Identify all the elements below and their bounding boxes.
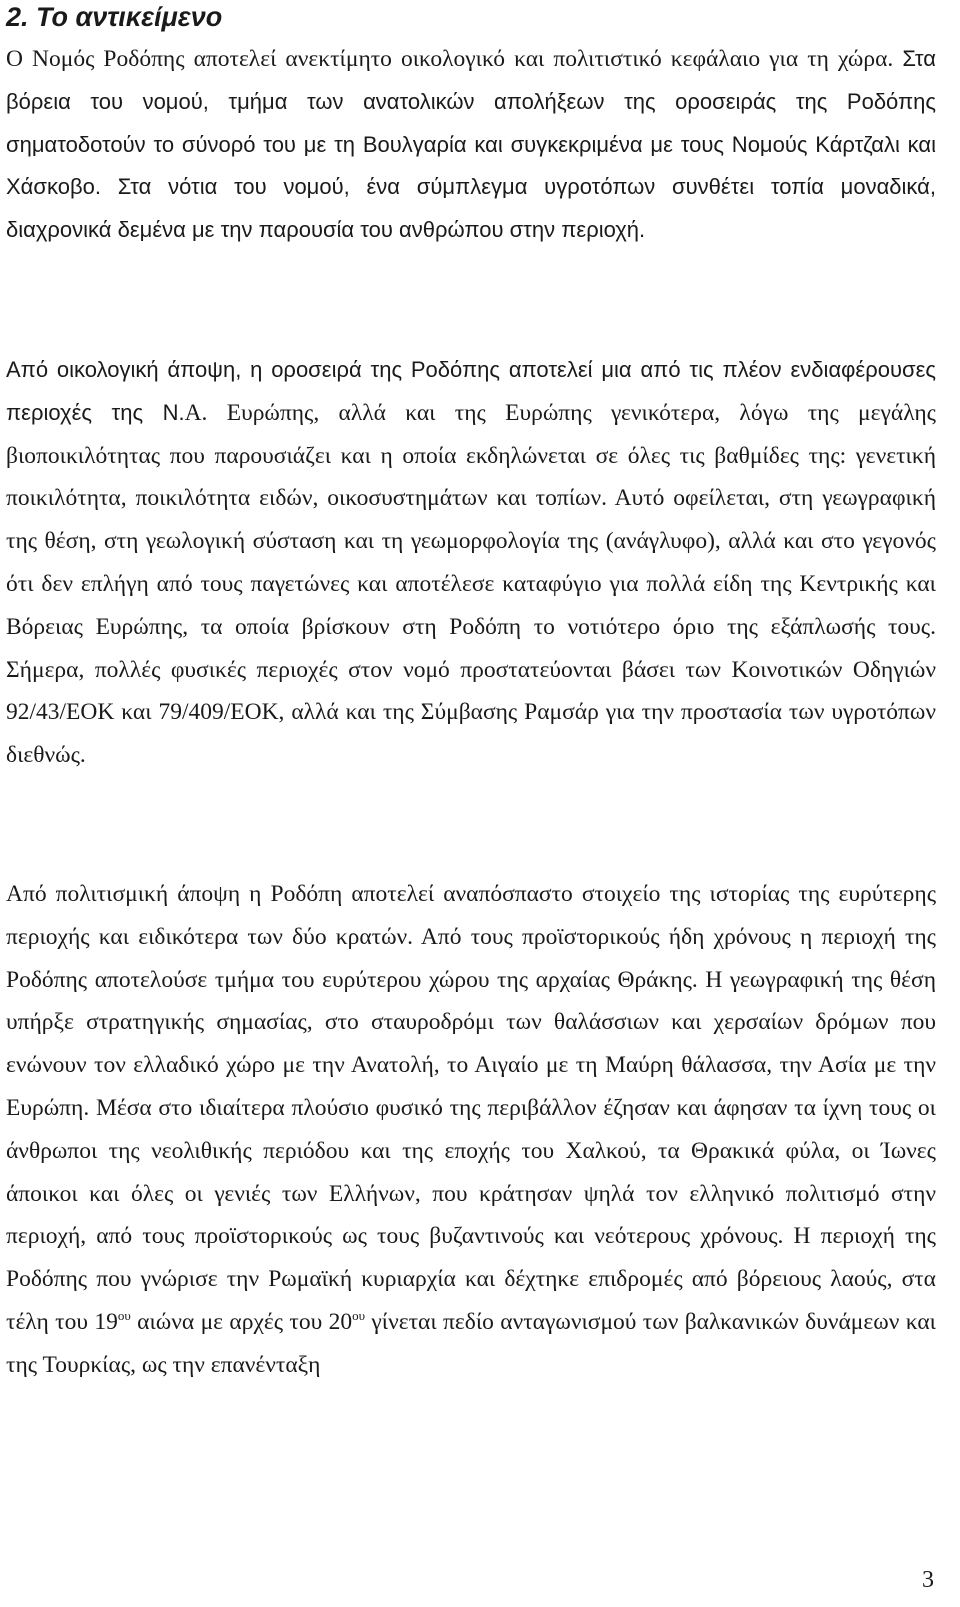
- paragraph-culture-text-1: Από πολιτισμική άποψη η Ροδόπη αποτελεί αναπόσπαστο στοιχείο της ιστορίας της ευρύτερης περιοχής και ειδικότερα των δύο κρατών. Από τους προϊστορικούς ήδη χρόνους η περιοχή της Ροδόπης αποτελούσε τμήμα του ευρύτερου χώρου της αρχαίας Θράκης. Η γεωγραφική της θέση υπήρξε στρατηγικής σημασίας, στο σταυροδρόμι των θαλάσσιων και χερσαίων δρόμων που ενώνουν τον ελλαδικό χώρο με την Ανατολή, το Αιγαίο με τη Μαύρη θάλασσα, την Ασία με την Ευρώπη. Μέσα στο ιδιαίτερα πλούσιο φυσικό της περιβάλλον έζησαν και άφησαν τα ίχνη τους οι άνθρωποι της νεολιθικής περιόδου και της εποχής του Χαλκού, τα Θρακικά φύλα, οι Ίωνες άποικοι και όλες οι γενιές των Ελλήνων, που κράτησαν ψηλά τον ελληνικό πολιτισμό στην περιοχή, από τους προϊστορικούς ως τους βυζαντινούς και νεότερους χρόνους. Η περιοχή της Ροδόπης που γνώρισε την Ρωμαϊκή κυριαρχία και δέχτηκε επιδρομές από βόρειους λαούς, στα τέλη του 19: [6, 881, 936, 1335]
- paragraph-culture-text-2: αιώνα με αρχές του 20: [130, 1308, 353, 1335]
- paragraph-culture-text-3: γίνεται πεδίο ανταγωνισμού των βαλκανικών δυνάμεων και της Τουρκίας, ως την επανένταξη: [6, 1308, 936, 1378]
- section-heading: 2. Το αντικείμενο: [6, 2, 223, 32]
- paragraph-ecology-serif-text: Α. Ευρώπης, αλλά και της Ευρώπης γενικότερα, λόγω της μεγάλης βιοποικιλότητας που παρουσιάζει και η οποία εκδηλώνεται σε όλες τις βαθμίδες της: γενετική ποικιλότητα, ποικιλότητα ειδών, οικοσυστημάτων και τοπίων. Αυτό οφείλεται, στη γεωγραφική της θέση, στη γεωλογική σύσταση και τη γεωμορφολογία της (ανάγλυφο), αλλά και στο γεγονός ότι δεν επλήγη από τους παγετώνες και αποτέλεσε καταφύγιο για πολλά είδη της Κεντρικής και Βόρειας Ευρώπης, τα οποία βρίσκουν στη Ροδόπη το νοτιότερο όριο της εξάπλωσής τους. Σήμερα, πολλές φυσικές περιοχές στον νομό προστατεύονται βάσει των Κοινοτικών Οδηγιών 92/43/ΕΟΚ και 79/409/ΕΟΚ, αλλά και της Σύμβασης Ραμσάρ για την προστασία των υγροτόπων διεθνώς.: [6, 399, 936, 769]
- paragraph-culture: [6, 873, 936, 1387]
- paragraph-intro-sans-text: Στα βόρεια του νομού, τμήμα των ανατολικών απολήξεων της οροσειράς της Ροδόπης σηματοδοτούν το σύνορό του με τη Βουλγαρία και συγκεκριμένα με τους Νομούς Κάρτζαλι και Χάσκοβο. Στα νότια του νομού, ένα σύμπλεγμα υγροτόπων συνθέτει τοπία μοναδικά, διαχρονικά δεμένα με την παρουσία του ανθρώπου στην περιοχή.: [6, 46, 936, 243]
- paragraph-intro: [6, 38, 936, 252]
- ordinal-superscript-19th: ου: [117, 1308, 131, 1324]
- paragraph-ecology: [6, 349, 936, 777]
- page-number: 3: [922, 1567, 934, 1593]
- ordinal-superscript-20th: ου: [352, 1308, 366, 1324]
- paragraph-ecology-sans-text: Από οικολογική άποψη, η οροσειρά της Ροδόπης αποτελεί μια από τις πλέον ενδιαφέρουσες περιοχές της Ν.: [6, 357, 936, 425]
- paragraph-intro-serif-text: Ο Νομός Ροδόπης αποτελεί ανεκτίμητο οικολογικό και πολιτιστικό κεφάλαιο για τη χώρα.: [6, 46, 903, 72]
